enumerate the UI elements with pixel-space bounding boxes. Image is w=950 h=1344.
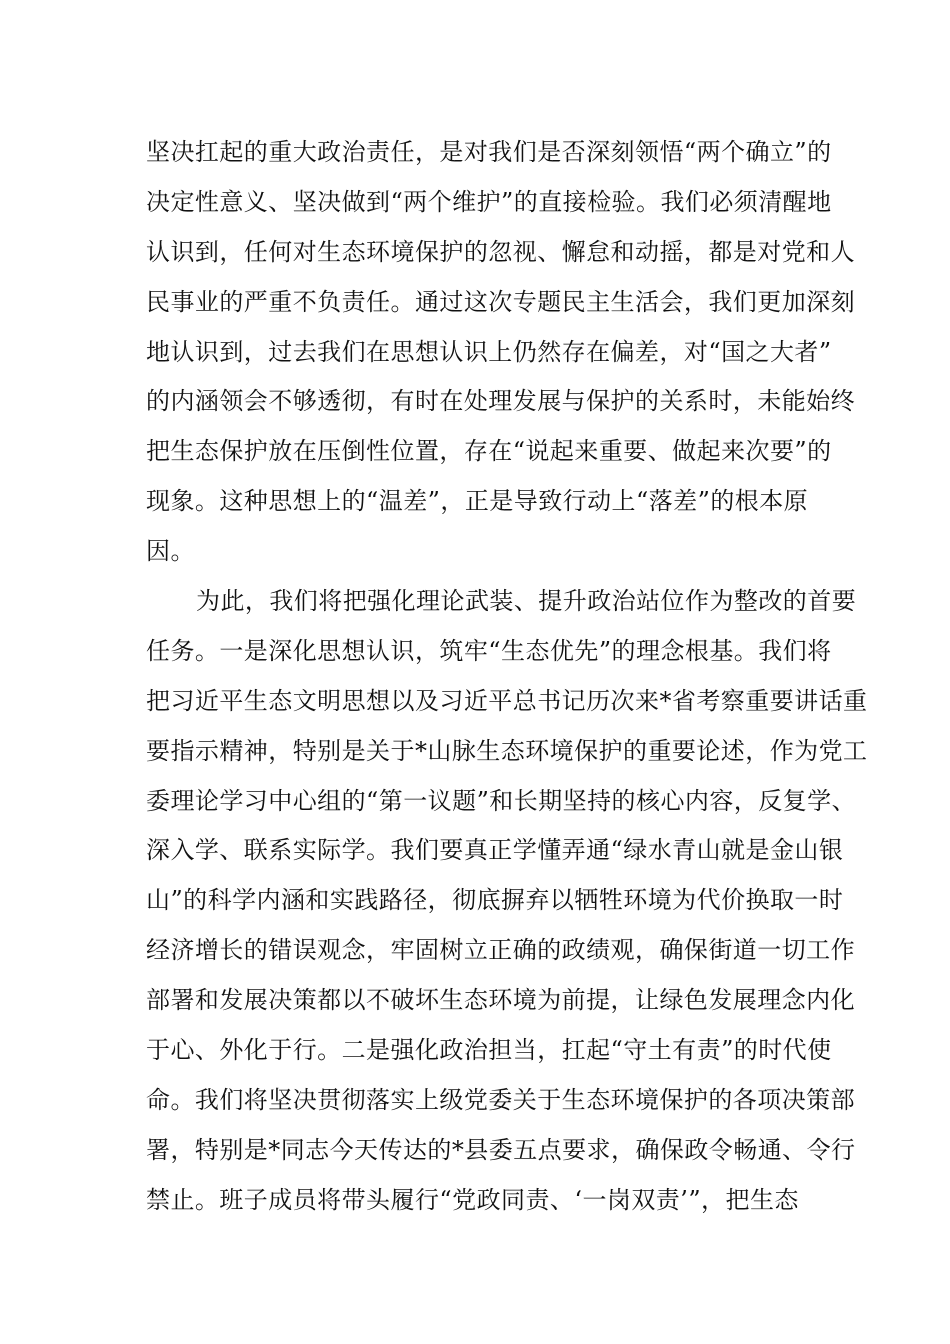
paragraph-2 (146, 582, 868, 1280)
text-line: 经济增长的错误观念，牢固树立正确的政绩观，确保街道一切工作 (146, 936, 856, 965)
document-body (146, 133, 868, 1280)
text-line: 因。 (146, 537, 195, 566)
text-line: 命。我们将坚决贯彻落实上级党委关于生态环境保护的各项决策部 (146, 1085, 856, 1114)
text-line: 把习近平生态文明思想以及习近平总书记历次来*省考察重要讲话重 (146, 686, 868, 715)
text-line: 任务。一是深化思想认识，筑牢“生态优先”的理念根基。我们将 (146, 636, 832, 665)
text-line: 要指示精神，特别是关于*山脉生态环境保护的重要论述，作为党工 (146, 736, 868, 765)
text-line: 决定性意义、坚决做到“两个维护”的直接检验。我们必须清醒地 (146, 187, 832, 216)
text-line: 的内涵领会不够透彻，有时在处理发展与保护的关系时，未能始终 (146, 387, 856, 416)
text-line: 禁止。班子成员将带头履行“党政同责、‘一岗双责’”，把生态 (146, 1185, 799, 1214)
text-line (146, 1231, 826, 1281)
text-line: 委理论学习中心组的“第一议题”和长期坚持的核心内容，反复学、 (146, 786, 857, 815)
text-line: 坚决扛起的重大政治责任，是对我们是否深刻领悟“两个确立”的 (146, 138, 832, 166)
text-line: 现象。这种思想上的“温差”，正是导致行动上“落差”的根本原 (146, 487, 809, 516)
text-line: 于心、外化于行。二是强化政治担当，扛起“守土有责”的时代使 (146, 1036, 832, 1065)
text-line: 把生态保护放在压倒性位置，存在“说起来重要、做起来次要”的 (146, 437, 832, 466)
text-line: 署，特别是*同志今天传达的*县委五点要求，确保政令畅通、令行 (146, 1135, 856, 1164)
text-line: 认识到，任何对生态环境保护的忽视、懈怠和动摇，都是对党和人 (146, 237, 856, 266)
text-line: 民事业的严重不负责任。通过这次专题民主生活会，我们更加深刻 (146, 287, 856, 316)
text-line: 山”的科学内涵和实践路径，彻底摒弃以牺牲环境为代价换取一时 (146, 886, 844, 915)
text-line-indented: 为此，我们将把强化理论武装、提升政治站位作为整改的首要 (196, 587, 857, 616)
paragraph-1 (146, 133, 856, 582)
text-line: 深入学、联系实际学。我们要真正学懂弄通“绿水青山就是金山银 (146, 836, 844, 865)
text-line: 地认识到，过去我们在思想认识上仍然存在偏差，对“国之大者” (146, 337, 832, 366)
text-line: 部署和发展决策都以不破坏生态环境为前提，让绿色发展理念内化 (146, 986, 856, 1015)
